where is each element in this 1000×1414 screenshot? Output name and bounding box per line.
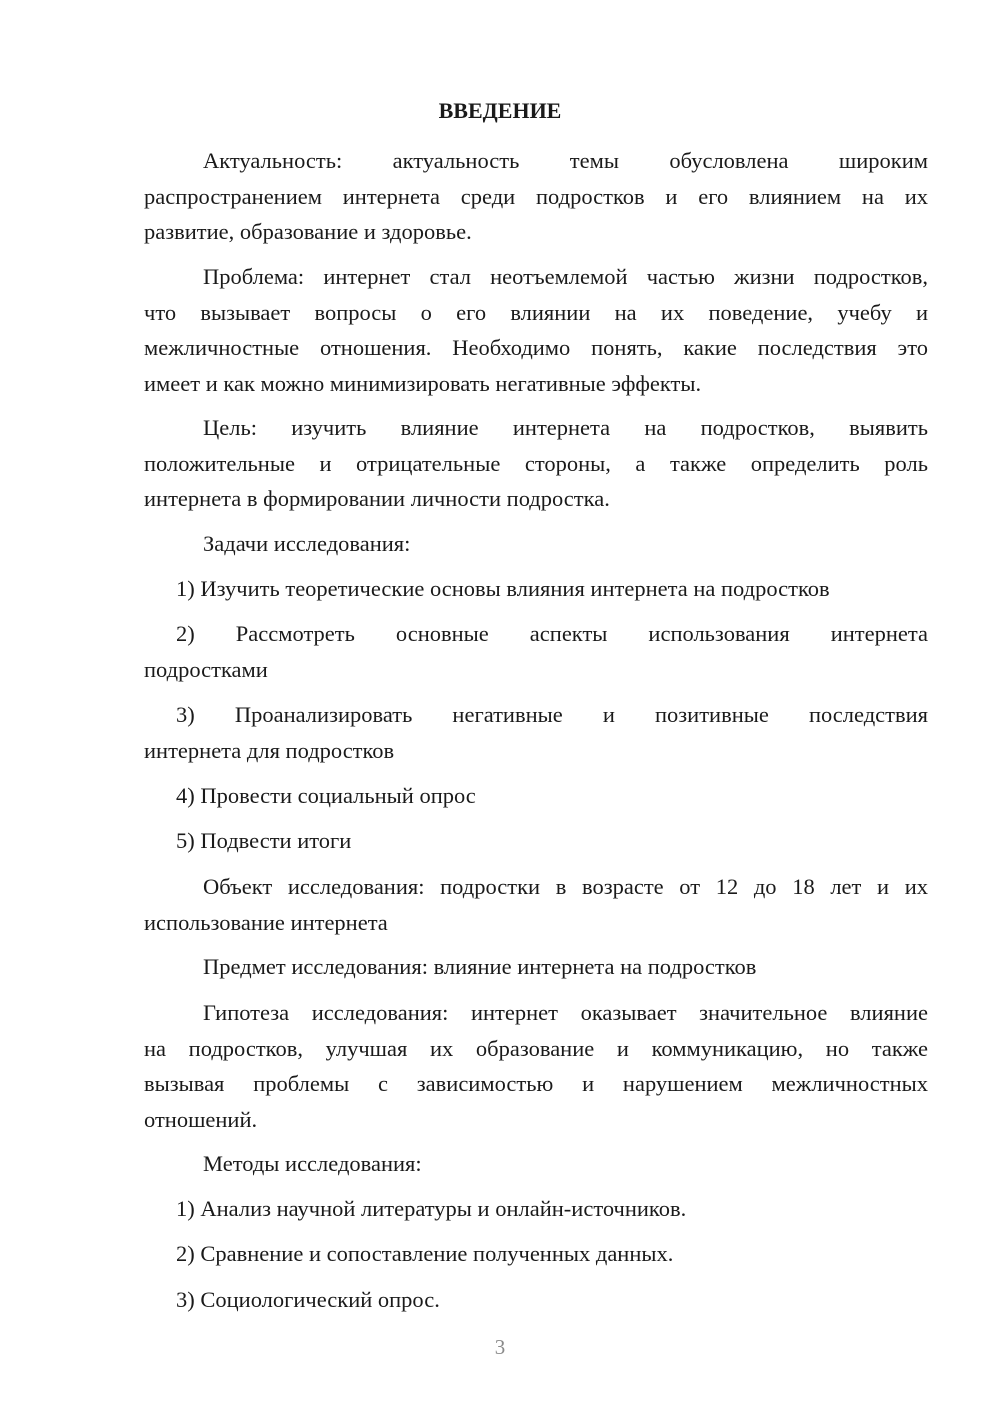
hypothesis-paragraph	[144, 995, 928, 1137]
method-item-3: 3) Социологический опрос.	[176, 1287, 440, 1312]
problem-line-1: Проблема: интернет стал неотъемлемой частью жизни подростков,	[203, 264, 928, 289]
object-line-1: Объект исследования: подростки в возрасте от 12 до 18 лет и их	[203, 874, 928, 899]
problem-line-2: что вызывает вопросы о его влиянии на их поведение, учебу и	[144, 299, 928, 325]
task-item-4: 4) Провести социальный опрос	[176, 783, 476, 808]
task-3-line-1: 3) Проанализировать негативные и позитивные последствия	[176, 702, 928, 727]
task-item-2	[144, 616, 928, 687]
hypothesis-line-4: отношений.	[144, 1106, 258, 1132]
task-2-line-2: подростками	[144, 656, 268, 682]
method-item-2: 2) Сравнение и сопоставление полученных данных.	[176, 1241, 674, 1266]
task-item-3	[144, 697, 928, 768]
object-paragraph	[144, 869, 928, 940]
task-3-line-2: интернета для подростков	[144, 737, 395, 763]
tasks-heading: Задачи исследования:	[203, 531, 411, 556]
relevance-line-3: развитие, образование и здоровье.	[144, 219, 472, 244]
problem-line-3: межличностные отношения. Необходимо понять, какие последствия это	[144, 335, 928, 360]
goal-line-1: Цель: изучить влияние интернета на подростков, выявить	[203, 415, 928, 440]
task-2-line-1: 2) Рассмотреть основные аспекты использования интернета	[176, 621, 928, 646]
subject-paragraph: Предмет исследования: влияние интернета на подростков	[203, 954, 757, 979]
task-item-1: 1) Изучить теоретические основы влияния интернета на подростков	[176, 576, 830, 601]
page-number: 3	[494, 1335, 506, 1359]
goal-line-3: интернета в формировании личности подростка.	[144, 486, 610, 511]
problem-paragraph	[144, 259, 928, 401]
hypothesis-line-2: на подростков, улучшая их образование и коммуникацию, но также	[144, 1035, 928, 1061]
hypothesis-line-1: Гипотеза исследования: интернет оказывает значительное влияние	[203, 1000, 928, 1025]
problem-line-4: имеет и как можно минимизировать негативные эффекты.	[144, 370, 702, 396]
hypothesis-line-3: вызывая проблемы с зависимостью и нарушением межличностных	[144, 1071, 928, 1096]
task-item-5: 5) Подвести итоги	[176, 828, 352, 853]
goal-line-2: положительные и отрицательные стороны, а также определить роль	[144, 450, 928, 476]
method-item-1: 1) Анализ научной литературы и онлайн-источников.	[176, 1196, 687, 1221]
goal-paragraph	[144, 410, 928, 517]
page-title: ВВЕДЕНИЕ	[438, 98, 562, 123]
relevance-line-1: Актуальность: актуальность темы обусловлена широким	[203, 148, 928, 173]
relevance-line-2: распространением интернета среди подростков и его влиянием на их	[144, 183, 928, 209]
methods-heading: Методы исследования:	[203, 1151, 422, 1176]
relevance-paragraph	[144, 143, 928, 250]
object-line-2: использование интернета	[144, 909, 388, 935]
